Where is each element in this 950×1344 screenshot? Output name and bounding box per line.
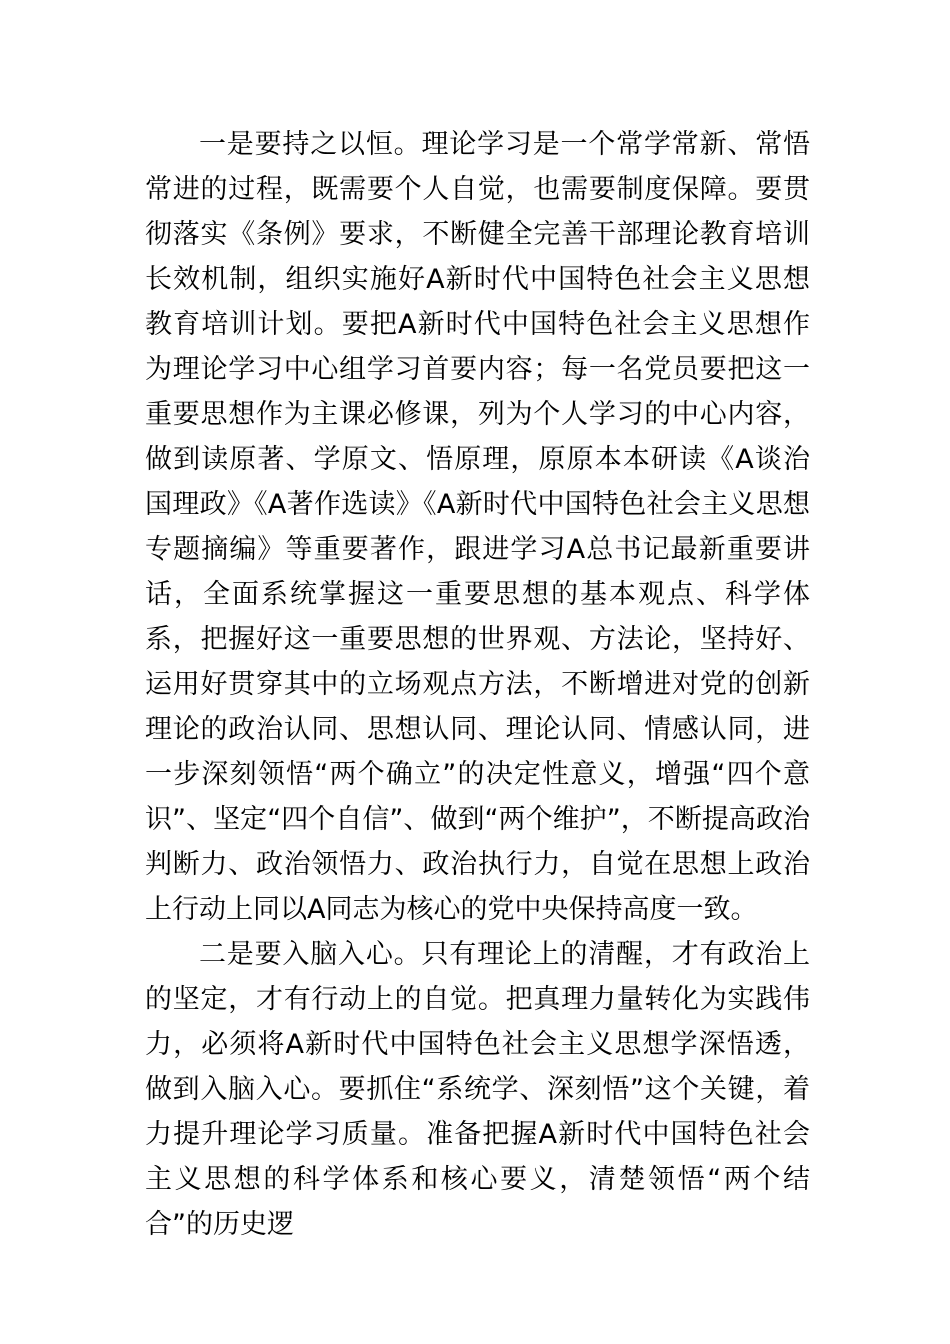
document-body <box>145 122 810 1247</box>
paragraph-1: 一是要持之以恒。理论学习是一个常学常新、常悟常进的过程，既需要个人自觉，也需要制度保障。要贯彻落实《条例》要求，不断健全完善干部理论教育培训长效机制，组织实施好A新时代中国特色社会主义思想教育培训计划。要把A新时代中国特色社会主义思想作为理论学习中心组学习首要内容；每一名党员要把这一重要思想作为主课必修课，列为个人学习的中心内容，做到读原著、学原文、悟原理，原原本本研读《A谈治国理政》《A著作选读》《A新时代中国特色社会主义思想专题摘编》等重要著作，跟进学习A总书记最新重要讲话，全面系统掌握这一重要思想的基本观点、科学体系，把握好这一重要思想的世界观、方法论，坚持好、运用好贯穿其中的立场观点方法，不断增进对党的创新理论的政治认同、思想认同、理论认同、情感认同，进一步深刻领悟“两个确立”的决定性意义，增强“四个意识”、坚定“四个自信”、做到“两个维护”，不断提高政治判断力、政治领悟力、政治执行力，自觉在思想上政治上行动上同以A同志为核心的党中央保持高度一致。 <box>145 129 810 925</box>
paragraph-2: 二是要入脑入心。只有理论上的清醒，才有政治上的坚定，才有行动上的自觉。把真理力量转化为实践伟力，必须将A新时代中国特色社会主义思想学深悟透，做到入脑入心。要抓住“系统学、深刻悟”这个关键，着力提升理论学习质量。准备把握A新时代中国特色社会主义思想的科学体系和核心要义，清楚领悟“两个结合”的历史逻 <box>145 939 810 1240</box>
